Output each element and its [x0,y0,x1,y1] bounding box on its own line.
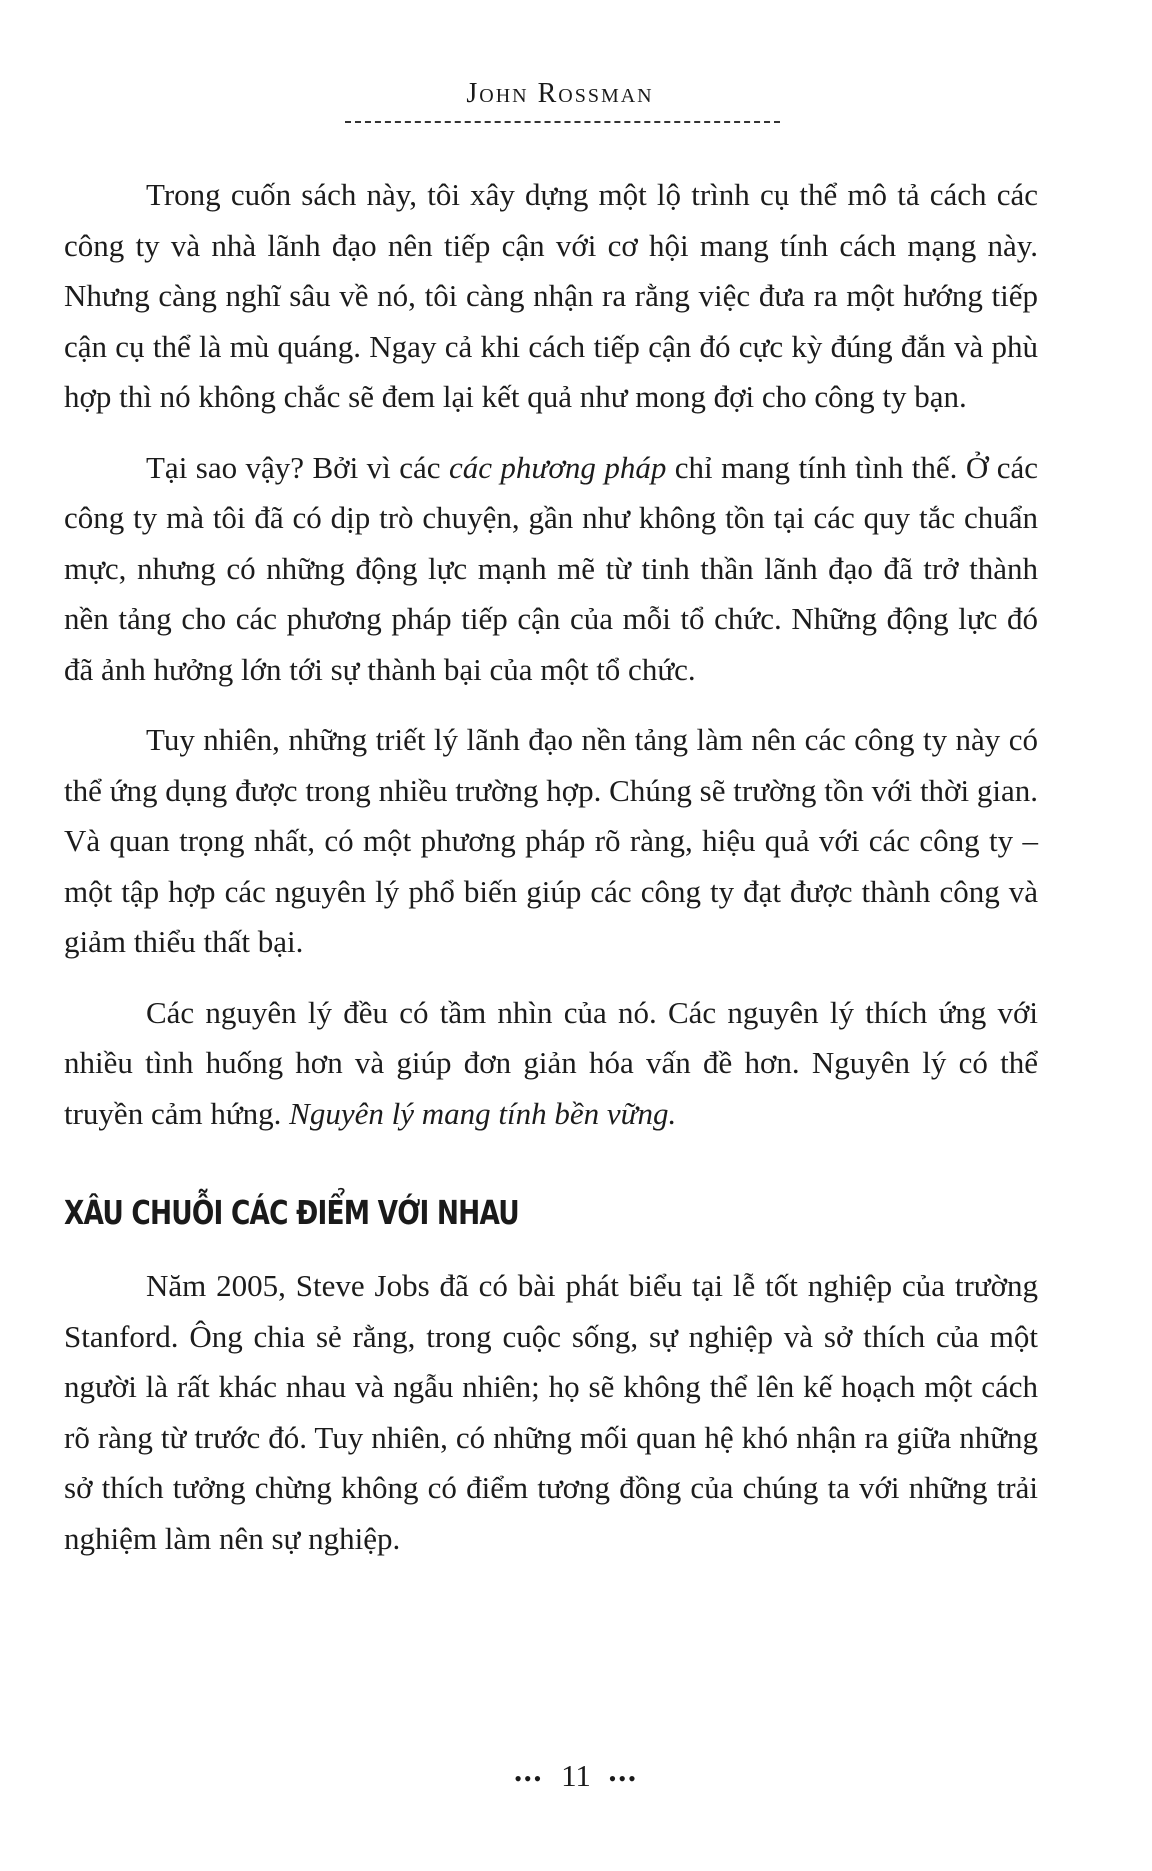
footer-dots-left: ••• [514,1765,544,1791]
paragraph-2-text-b: chỉ mang tính tình thế. Ở các công ty mà tôi đã có dịp trò chuyện, gần như không tồn tại các quy tắc chuẩn mực, nhưng có những động lực mạnh mẽ từ tinh thần lãnh đạo đã trở thành nền tảng cho các phương pháp tiếp cận của mỗi tổ chức. Những động lực đó đã ảnh hưởng lớn tới sự thành bại của một tổ chức. [64,449,1038,687]
footer-dots-right: ••• [608,1765,638,1791]
page-body [64,170,1038,1584]
header-dashed-rule [345,121,780,123]
paragraph-4-text: Các nguyên lý đều có tầm nhìn của nó. Các nguyên lý thích ứng với nhiều tình huống hơn và giúp đơn giản hóa vấn đề hơn. Nguyên lý có thể truyền cảm hứng. [64,994,1038,1131]
page-number: 11 [561,1758,591,1793]
paragraph-3: Tuy nhiên, những triết lý lãnh đạo nền tảng làm nên các công ty này có thể ứng dụng được trong nhiều trường hợp. Chúng sẽ trường tồn với thời gian. Và quan trọng nhất, có một phương pháp rõ ràng, hiệu quả với các công ty – một tập hợp các nguyên lý phổ biến giúp các công ty đạt được thành công và giảm thiểu thất bại. [64,722,1038,959]
paragraph-2-emphasis: các phương pháp [448,449,667,485]
paragraph-2-text-a: Tại sao vậy? Bởi vì các [146,449,449,485]
paragraph-4 [64,988,1038,1140]
paragraph-4-emphasis: Nguyên lý mang tính bền vững. [289,1095,677,1131]
section-heading: XÂU CHUỖI CÁC ĐIỂM VỚI NHAU [64,1193,519,1232]
running-header-author: John Rossman [466,78,654,109]
paragraph-2 [64,443,1038,696]
page-footer [0,1758,1152,1794]
paragraph-1: Trong cuốn sách này, tôi xây dựng một lộ trình cụ thể mô tả cách các công ty và nhà lãnh đạo nên tiếp cận với cơ hội mang tính cách mạng này. Nhưng càng nghĩ sâu về nó, tôi càng nhận ra rằng việc đưa ra một hướng tiếp cận cụ thể là mù quáng. Ngay cả khi cách tiếp cận đó cực kỳ đúng đắn và phù hợp thì nó không chắc sẽ đem lại kết quả như mong đợi cho công ty bạn. [64,177,1038,414]
paragraph-5: Năm 2005, Steve Jobs đã có bài phát biểu tại lễ tốt nghiệp của trường Stanford. Ông chia sẻ rằng, trong cuộc sống, sự nghiệp và sở thích của một người là rất khác nhau và ngẫu nhiên; họ sẽ không thể lên kế hoạch một cách rõ ràng từ trước đó. Tuy nhiên, có những mối quan hệ khó nhận ra giữa những sở thích tưởng chừng không có điểm tương đồng của chúng ta với những trải nghiệm làm nên sự nghiệp. [64,1268,1038,1556]
